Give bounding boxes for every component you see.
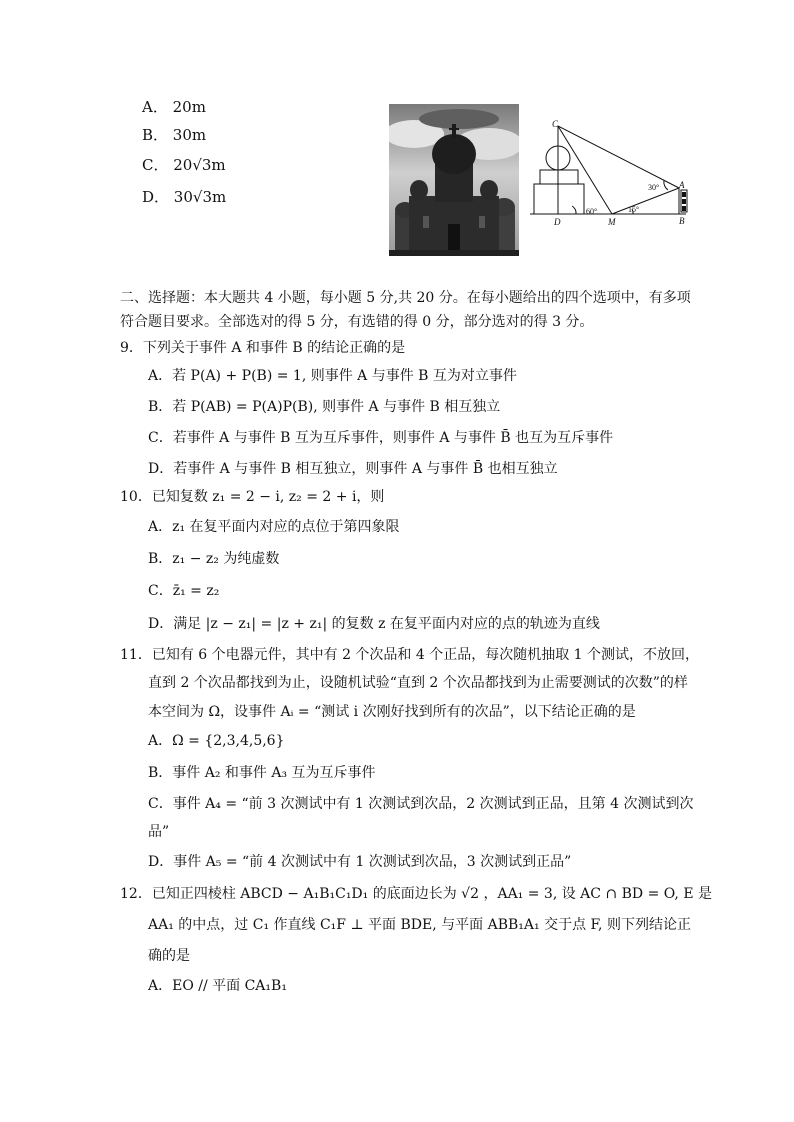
q12-stem-line3: 确的是 [148, 948, 190, 964]
q11-option-d: D．事件 A₅ = “前 4 次测试中有 1 次测试到次品，3 次测试到正品” [148, 854, 572, 870]
q9-option-b: B．若 P(AB) = P(A)P(B), 则事件 A 与事件 B 相互独立 [148, 399, 501, 415]
q9-stem: 9．下列关于事件 A 和事件 B 的结论正确的是 [120, 340, 406, 356]
q12-option-a: A．EO // 平面 CA₁B₁ [148, 978, 287, 994]
option-d-30sqrt3m: D． 30√3m [142, 188, 227, 206]
q11-stem-line2: 直到 2 个次品都找到为止，设随机试验“直到 2 个次品都找到为止需要测试的次数”的样 [148, 675, 688, 691]
geometry-diagram [526, 120, 694, 232]
option-c-20sqrt3m: C． 20√3m [142, 156, 226, 174]
label-60deg: 60° [586, 207, 598, 216]
q11-option-c-line2: 品” [148, 824, 170, 840]
q12-stem-line2: AA₁ 的中点，过 C₁ 作直线 C₁F ⊥ 平面 BDE, 与平面 ABB₁A₁ 交于点 F, 则下列结论正 [148, 917, 691, 933]
label-15deg: 15° [628, 205, 640, 214]
q9-option-a: A．若 P(A) + P(B) = 1, 则事件 A 与事件 B 互为对立事件 [148, 368, 517, 384]
label-c: C [552, 120, 559, 129]
q10-option-c: C．z̄₁ = z₂ [148, 583, 220, 599]
option-b-30m: B． 30m [142, 126, 207, 144]
q11-option-a: A．Ω = {2,3,4,5,6} [148, 733, 285, 749]
label-30deg: 30° [648, 183, 660, 192]
q9-option-d: D．若事件 A 与事件 B 相互独立，则事件 A 与事件 B̄ 也相互独立 [148, 461, 558, 477]
q10-option-a: A．z₁ 在复平面内对应的点位于第四象限 [148, 519, 400, 535]
q10-stem: 10．已知复数 z₁ = 2 − i, z₂ = 2 + i，则 [120, 489, 385, 505]
section-heading-line1: 二、选择题：本大题共 4 小题，每小题 5 分,共 20 分。在每小题给出的四个选项中，有多项 [120, 290, 691, 306]
q11-stem-line3: 本空间为 Ω，设事件 Aᵢ = “测试 i 次刚好找到所有的次品”，以下结论正确的是 [148, 704, 636, 720]
option-a-20m: A． 20m [142, 98, 206, 116]
section-heading-line2: 符合题目要求。全部选对的得 5 分，有选错的得 0 分，部分选对的得 3 分。 [120, 314, 594, 330]
label-d: D [554, 217, 561, 227]
q12-stem-line1: 12．已知正四棱柱 ABCD − A₁B₁C₁D₁ 的底面边长为 √2 ，AA₁ = 3, 设 AC ∩ BD = O, E 是 [120, 886, 712, 902]
q11-stem-line1: 11．已知有 6 个电器元件，其中有 2 个次品和 4 个正品，每次随机抽取 1 个测试，不放回， [120, 647, 700, 663]
q11-option-b: B．事件 A₂ 和事件 A₃ 互为互斥事件 [148, 765, 376, 781]
q10-option-d: D．满足 |z − z₁| = |z + z₁| 的复数 z 在复平面内对应的点的轨迹为直线 [148, 616, 600, 632]
label-m: M [608, 217, 616, 227]
q10-option-b: B．z₁ − z₂ 为纯虚数 [148, 551, 280, 567]
q9-option-c: C．若事件 A 与事件 B 互为互斥事件，则事件 A 与事件 B̄ 也互为互斥事件 [148, 430, 614, 446]
label-b: B [679, 216, 685, 226]
q11-option-c-line1: C．事件 A₄ = “前 3 次测试中有 1 次测试到次品，2 次测试到正品，且第 4 次测试到次 [148, 796, 694, 812]
label-a: A [679, 180, 685, 190]
cathedral-photo [389, 104, 519, 256]
